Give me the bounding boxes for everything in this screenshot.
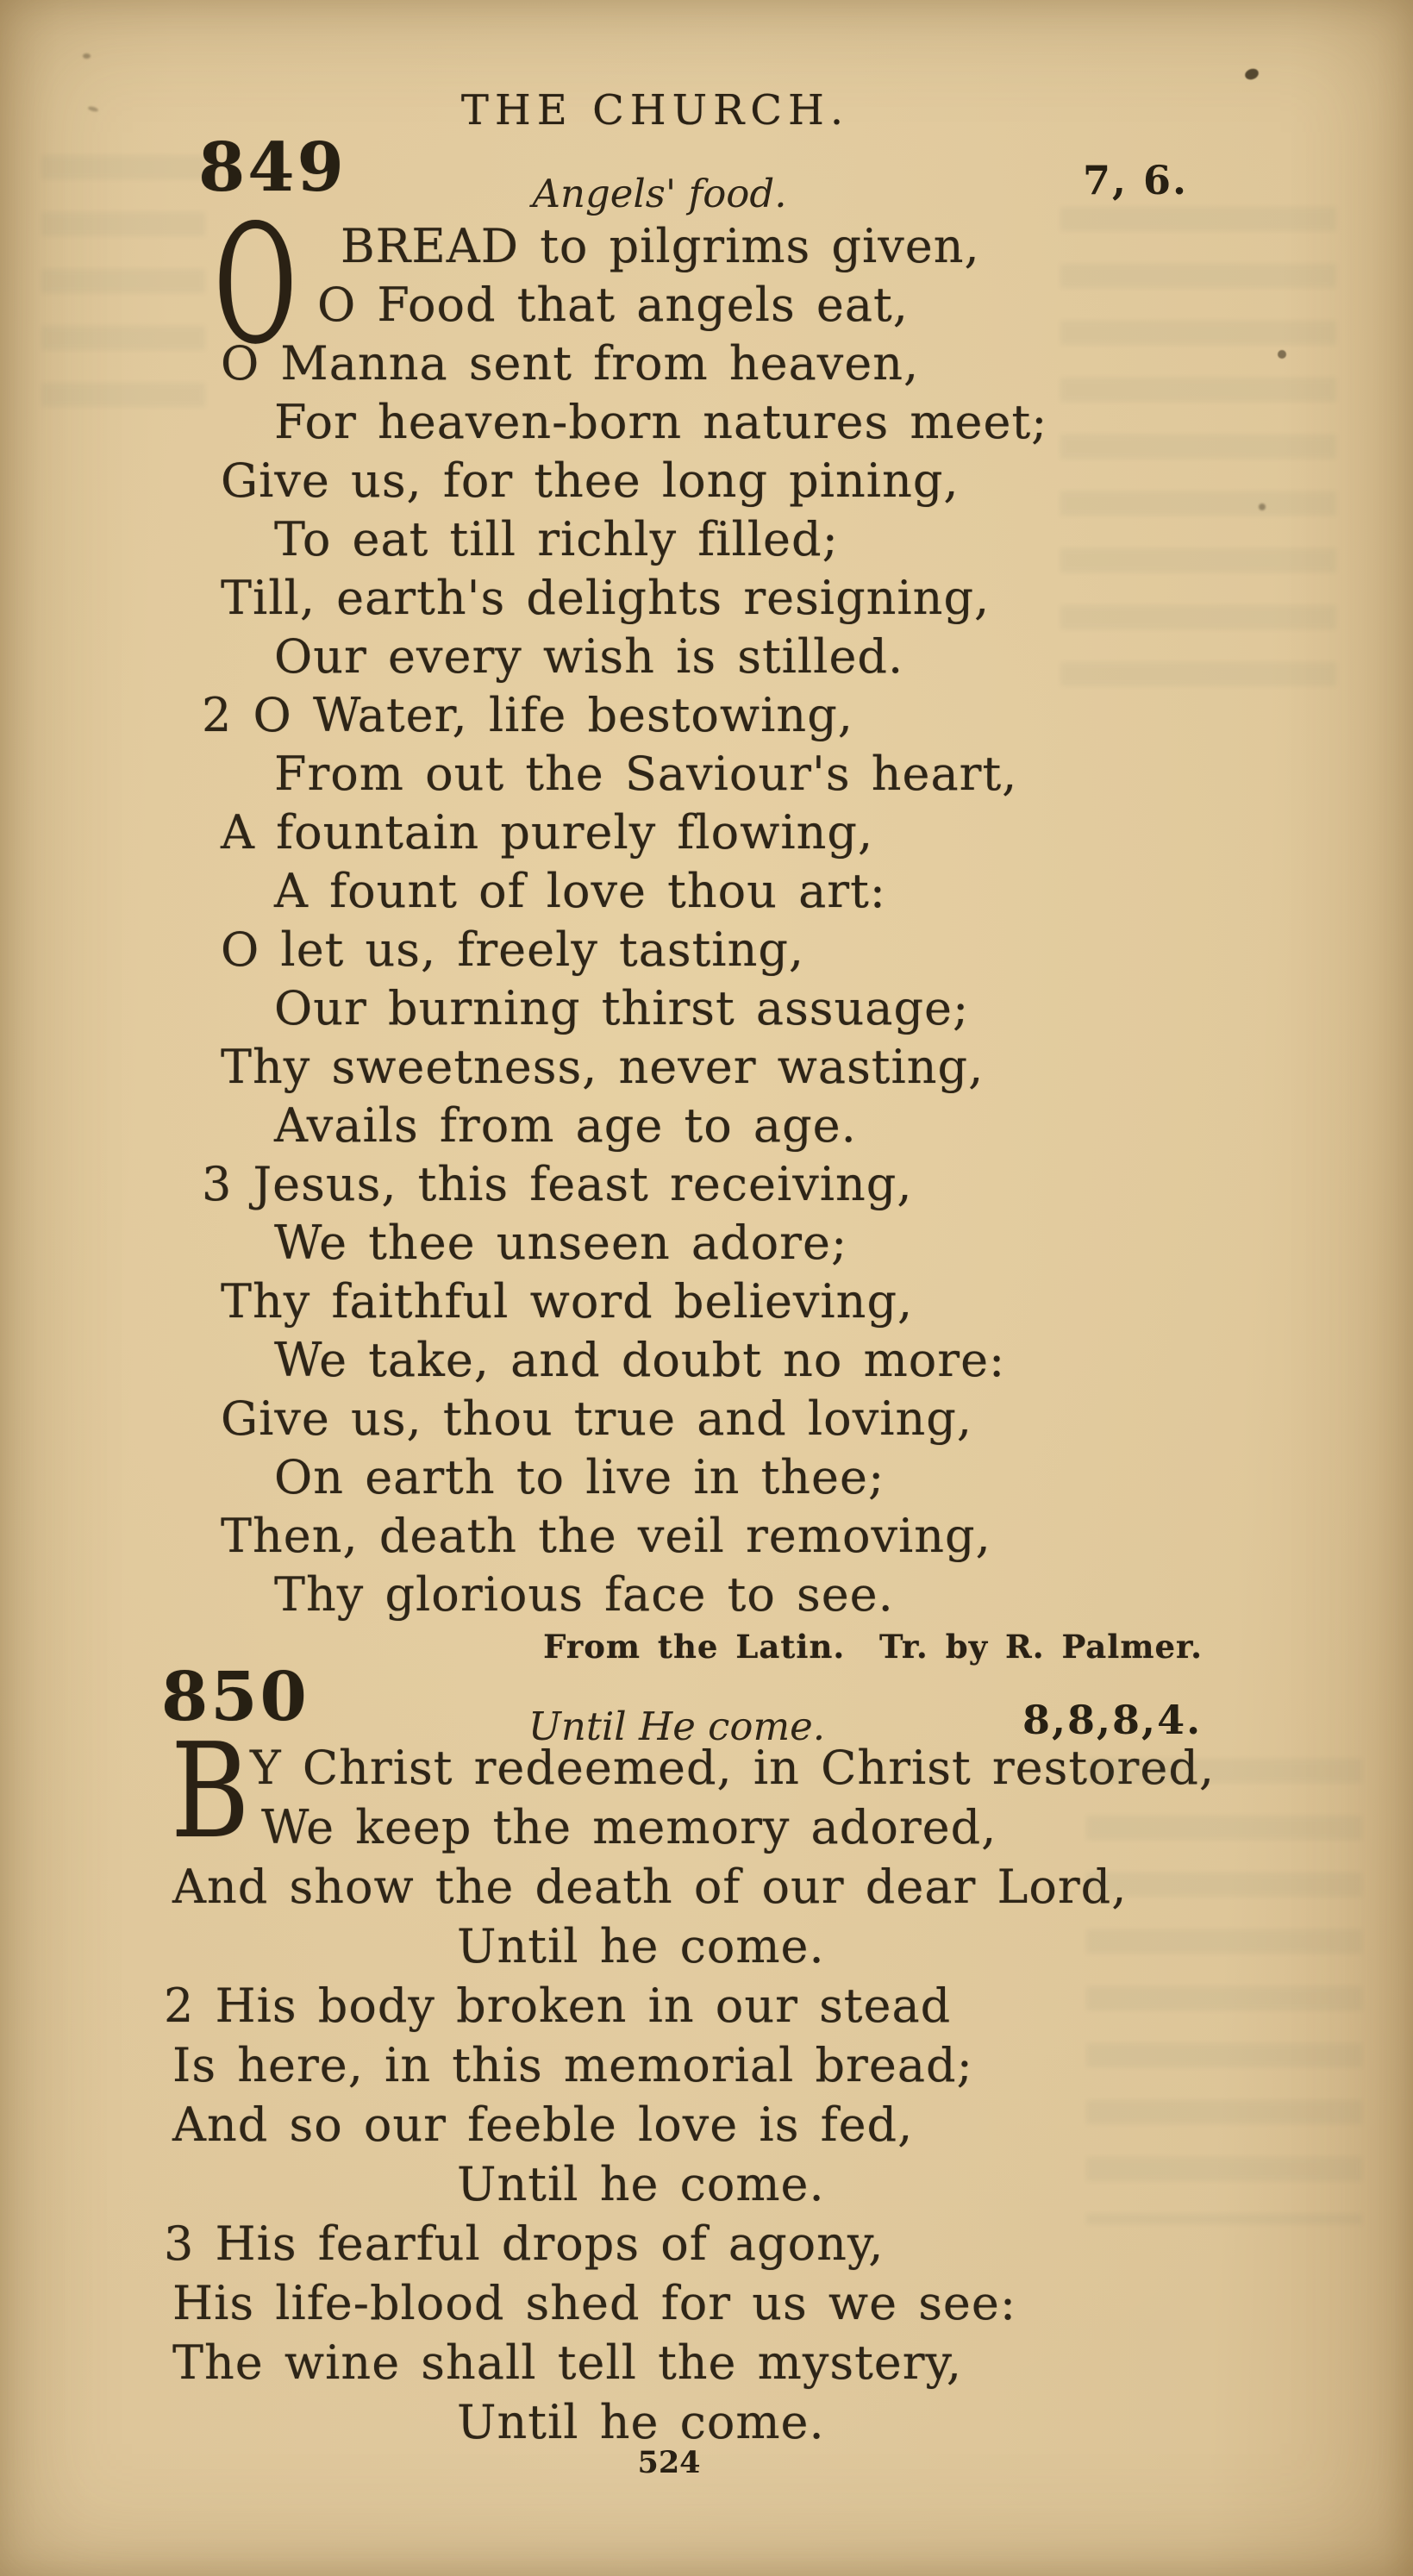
page-number: 524	[637, 2445, 701, 2480]
ink-speck	[83, 53, 91, 59]
hymn-line: O Manna sent from heaven,	[221, 336, 920, 391]
hymn-line: A fountain purely flowing,	[221, 805, 874, 860]
hymn-line: Then, death the veil removing,	[221, 1509, 991, 1563]
hymn-line: And so our feeble love is fed,	[172, 2098, 914, 2152]
hymn-849-drop-cap: O	[214, 190, 298, 380]
section-header: THE CHURCH.	[460, 86, 850, 134]
hymn-line: On earth to live in thee;	[274, 1450, 885, 1504]
bleed-through-text	[1060, 207, 1336, 690]
ink-speck	[1243, 67, 1260, 82]
ink-speck	[88, 106, 99, 113]
hymn-line: Thy sweetness, never wasting,	[221, 1040, 985, 1094]
hymn-line: Y Christ redeemed, in Christ restored,	[250, 1741, 1216, 1795]
hymn-line: O Food that angels eat,	[317, 278, 909, 332]
hymn-line: His life-blood shed for us we see:	[172, 2276, 1017, 2330]
hymn-line: Thy glorious face to see.	[274, 1567, 894, 1622]
hymn-line: We take, and doubt no more:	[274, 1333, 1006, 1387]
hymn-850-drop-cap: B	[171, 1715, 251, 1867]
hymn-850-meter: 8,8,8,4.	[1022, 1697, 1203, 1743]
hymn-line: Avails from age to age.	[274, 1098, 857, 1153]
bleed-through-text	[41, 155, 205, 414]
hymn-line: Is here, in this memorial bread;	[172, 2038, 973, 2092]
hymn-850-number: 850	[161, 1658, 309, 1736]
hymn-line: BREAD to pilgrims given,	[341, 219, 980, 273]
hymn-line: Our burning thirst assuage;	[274, 981, 970, 1035]
hymn-line: We keep the memory adored,	[261, 1800, 997, 1854]
hymn-line: Give us, for thee long pining,	[221, 453, 960, 508]
hymn-849-number: 849	[198, 128, 347, 207]
hymn-850-title: Until He come.	[528, 1704, 826, 1749]
hymn-line: Till, earth's delights resigning,	[221, 571, 991, 625]
hymn-line: Until he come.	[457, 1919, 825, 1973]
hymn-line: O let us, freely tasting,	[221, 922, 805, 977]
hymn-line: 3 His fearful drops of agony,	[164, 2216, 885, 2271]
hymn-line: Give us, thou true and loving,	[221, 1391, 972, 1446]
hymn-line: 3 Jesus, this feast receiving,	[202, 1157, 913, 1211]
hymn-line: A fount of love thou art:	[274, 864, 886, 918]
hymn-line: And show the death of our dear Lord,	[172, 1860, 1128, 1914]
hymn-line: Thy faithful word believing,	[221, 1274, 914, 1329]
hymn-line: 2 O Water, life bestowing,	[202, 688, 853, 742]
hymn-line: For heaven-born natures meet;	[274, 395, 1048, 449]
hymn-line: From out the Saviour's heart,	[274, 747, 1018, 801]
hymn-849-title: Angels' food.	[532, 171, 787, 216]
hymn-849-meter: 7, 6.	[1083, 157, 1189, 203]
hymn-line: Until he come.	[457, 2157, 825, 2211]
hymn-849-attribution: From the Latin. Tr. by R. Palmer.	[543, 1628, 1203, 1666]
hymn-line: We thee unseen adore;	[274, 1216, 848, 1270]
hymn-line: To eat till richly filled;	[274, 512, 839, 566]
hymn-line: 2 His body broken in our stead	[164, 1979, 952, 2033]
hymn-line: Until he come.	[457, 2395, 825, 2449]
hymn-line: The wine shall tell the mystery,	[172, 2335, 963, 2390]
bleed-through-text	[1086, 1759, 1362, 2224]
hymn-line: Our every wish is stilled.	[274, 629, 904, 684]
